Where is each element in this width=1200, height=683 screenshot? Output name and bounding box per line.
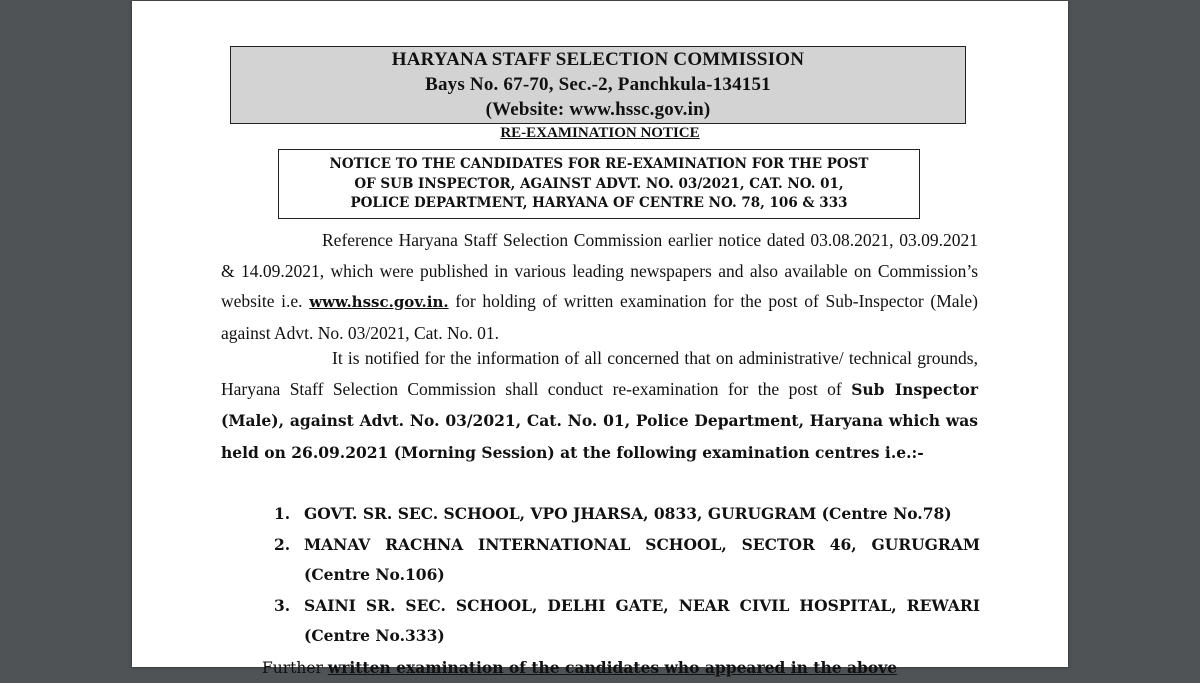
document-page	[132, 1, 1068, 677]
centre-item	[274, 530, 980, 591]
cutoff-text: Further	[262, 659, 328, 677]
centre-number: 1.	[274, 504, 291, 523]
centre-text: SAINI SR. SEC. SCHOOL, DELHI GATE, NEAR CIVIL HOSPITAL, REWARI (Centre No.333)	[304, 595, 980, 645]
centre-item	[274, 591, 980, 652]
subject-box	[278, 149, 920, 219]
notice-title: RE-EXAMINATION NOTICE	[500, 125, 700, 141]
notification-text: It is notified for the information of all concerned that on administrative/ technical grounds, Haryana Staff Selection Commission shall conduct re-examination for the post of	[221, 348, 978, 399]
reference-text-continued: for holding of written examination for the post of Sub-Inspector (Male) against Advt. No. 03/2021, Cat. No. 01.	[221, 291, 978, 343]
cutoff-bold-text: written examination of the candidates who appeared in the above	[327, 658, 898, 677]
centre-number: 3.	[274, 595, 291, 615]
cutoff-paragraph	[262, 653, 978, 683]
organization-address: Bays No. 67-70, Sec.-2, Panchkula-134151	[425, 74, 771, 95]
letterhead-box	[230, 46, 966, 124]
reference-paragraph	[221, 225, 978, 348]
centre-item	[274, 499, 980, 530]
subject-line-3: POLICE DEPARTMENT, HARYANA OF CENTRE NO. 78, 106 & 333	[350, 195, 848, 211]
examination-centres-list	[274, 499, 980, 652]
centre-number: 2.	[274, 534, 291, 554]
subject-line-1: NOTICE TO THE CANDIDATES FOR RE-EXAMINATION FOR THE POST	[329, 156, 869, 172]
notification-bold-text: Sub Inspector (Male), against Advt. No. 03/2021, Cat. No. 01, Police Department, Haryana which was held on 26.09.2021 (Morning Session) at the following examination centres i.e.:-	[221, 379, 978, 462]
centre-text: MANAV RACHNA INTERNATIONAL SCHOOL, SECTOR 46, GURUGRAM (Centre No.106)	[304, 534, 980, 584]
organization-website: (Website: www.hssc.gov.in)	[485, 99, 711, 120]
organization-name: HARYANA STAFF SELECTION COMMISSION	[391, 49, 805, 70]
website-link[interactable]: www.hssc.gov.in.	[309, 293, 449, 311]
notification-paragraph	[221, 343, 978, 468]
subject-line-2: OF SUB INSPECTOR, AGAINST ADVT. NO. 03/2021, CAT. NO. 01,	[354, 175, 844, 192]
reference-text: Reference Haryana Staff Selection Commission earlier notice dated 03.08.2021, 03.09.2021 & 14.09.2021, which were published in various leading newspapers and also available on Commission’s website i.e.	[221, 230, 978, 311]
centre-text: GOVT. SR. SEC. SCHOOL, VPO JHARSA, 0833, GURUGRAM (Centre No.78)	[304, 504, 952, 523]
